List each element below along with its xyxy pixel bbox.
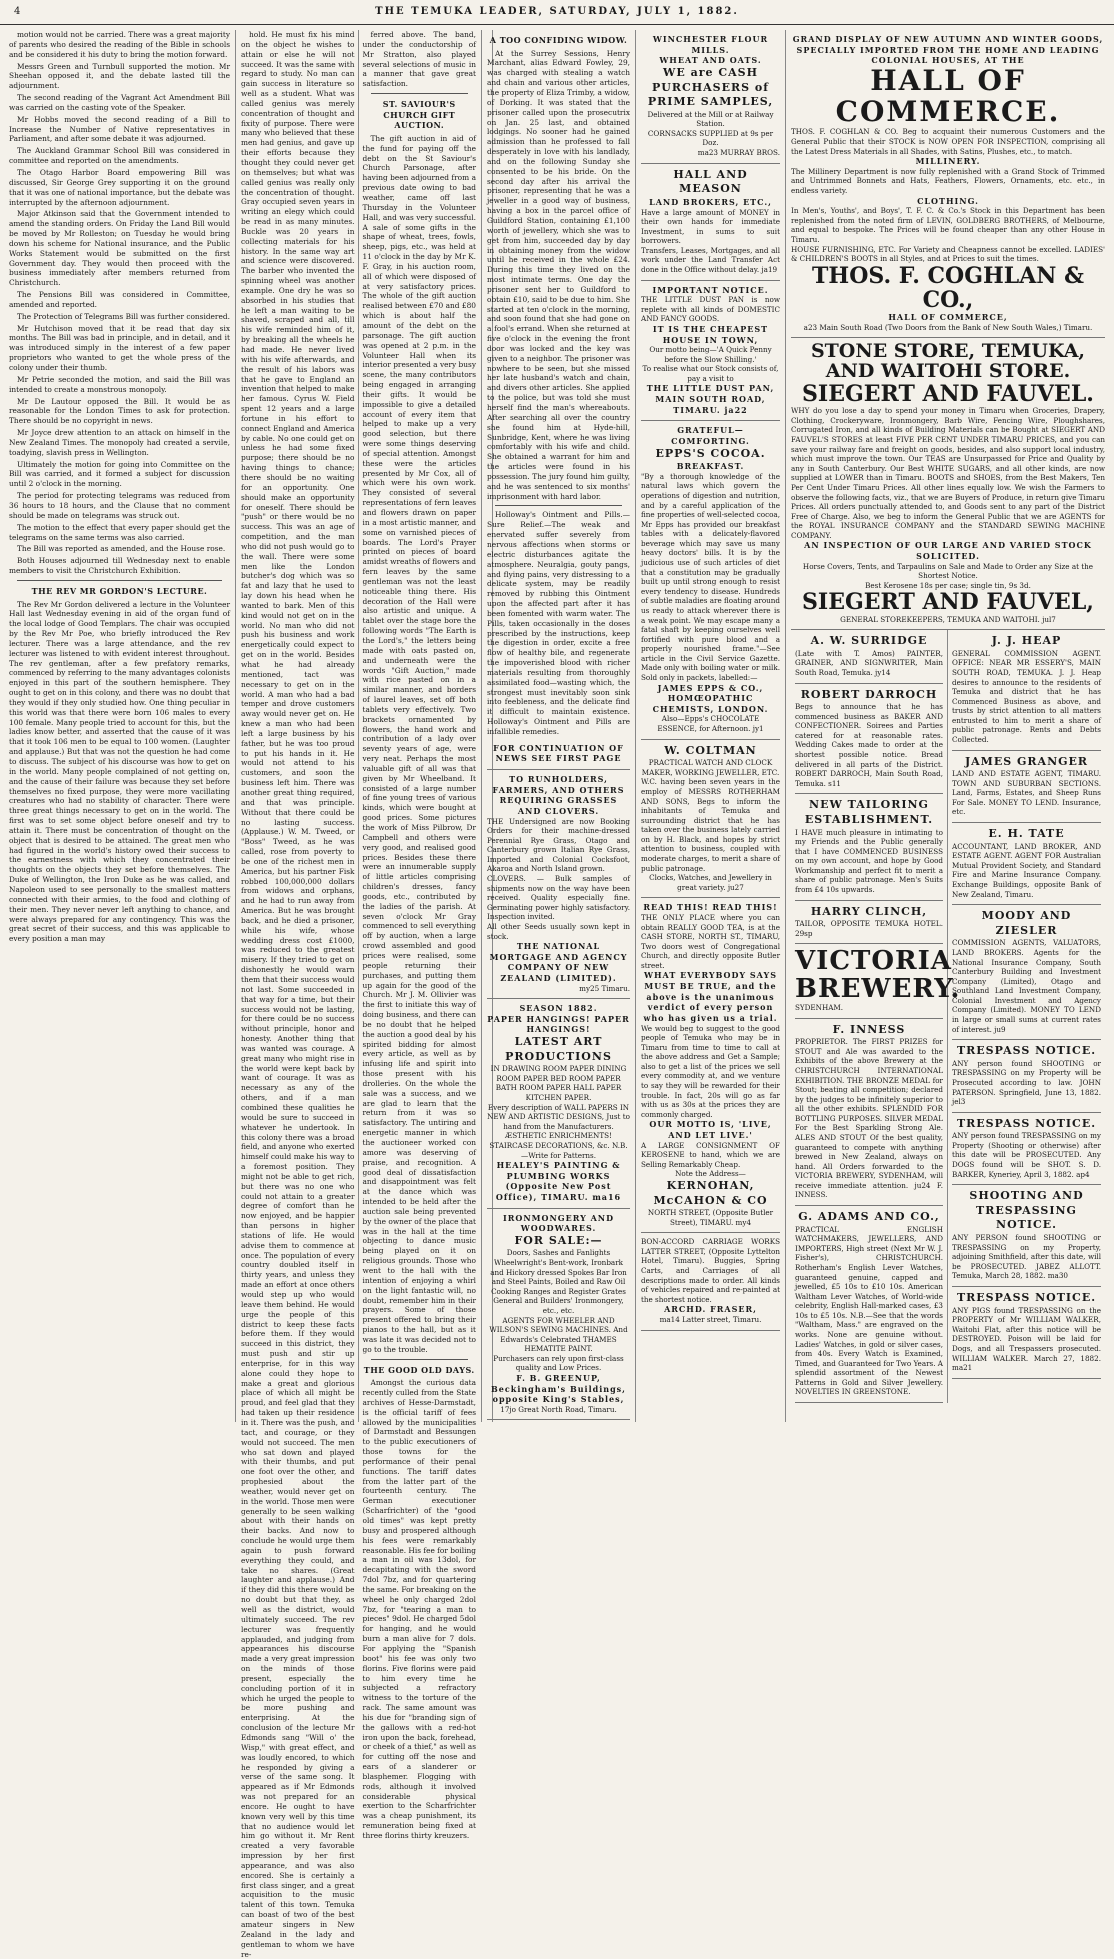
body: THE ONLY PLACE where you can obtain REALLY GOOD TEA, is at the CASH STORE, NORTH ST., TIMARU, Two doors west of Congregational Church, and directly opposite Butler street. <box>641 912 780 970</box>
small-ad <box>952 1185 1101 1287</box>
auction-heading: ST. SAVIOUR'S CHURCH GIFT AUCTION. <box>382 99 456 131</box>
millinery: MILLINERY. <box>915 156 981 167</box>
ad-title: JAMES GRANGER <box>964 754 1089 768</box>
important-notice: IMPORTANT NOTICE. <box>652 284 769 295</box>
signature: ma14 Latter street, Timaru. <box>659 1314 762 1324</box>
paragraph: At the Surrey Sessions, Henry Marchant, alias Edward Fowley, 29, was charged with stealing a watch and chain and various other articles, the property of Eliza Trimby, a widow, of Dorking. It was stated that the prisoner called upon the prosecutrix on Jan. 25 last, and obtained lodgings. No sooner had he gained admission than he professed to fall desperately in love with his landlady, and on the following Sunday she consented to be his bride. On the second day after his arrival the prisoner, representing that he was a jeweller in a good way of business, having a box in the parcel office of Guildford Station, containing £1,100 worth of jewellery, which she was to get from him, succeeded day by day in obtaining money from the widow until he received in the whole £24. During this time they lived on the most intimate terms. One day the prisoner sent her to Guildford to obtain £10, said to be due to him. She started at ten o'clock in the morning, and soon found that she had gone on a fool's errand. When she returned at five o'clock in the evening the front door was locked and the key was given to a neighbor. The prisoner was nowhere to be seen, but she missed her late husband's watch and chain, and divers other articles. She applied to the police, but was told she must herself find the man's whereabouts. After searching all over the country she found him at Hyde-hill, Sunbridge, Kent, where he was living comfortably with his wife and child. She obtained a warrant for him and the articles were found in his possession. The jury found him guilty, and he was sentenced to six months' imprisonment with hard labor. <box>487 48 630 501</box>
ad-title: TRESPASS NOTICE. <box>956 1290 1097 1304</box>
small-ad <box>795 1019 943 1206</box>
parliament-report <box>9 30 230 576</box>
ad-body: ANY person found TRESPASSING on my Property (Shooting or otherwise) after this date will be PROSECUTED. Any DOGS found will be SHOT. S. D. BARKER, Kyneriey, April 3, 1882. ap4 <box>952 1131 1101 1179</box>
ad-body: ACCOUNTANT, LAND BROKER, AND ESTATE AGENT. AGENT FOR Australian Mutual Provident Society, and Standard Fire and Marine Insurance Company. Exchange Buildings, opposite Bank of New Zealand, Timaru. <box>952 841 1101 899</box>
column-6 <box>786 30 1110 1422</box>
ad-body: COMMISSION AGENTS, VALUATORS, LAND BROKERS. Agents for the National Insurance Company, South Canterbury Building and Investment Company (Limited), Otago and Southland Land Investment Company, Colonial Investment and Agency Company (Limited). MONEY TO LEND in large or small sums at current rates of interest. ju9 <box>952 938 1101 1034</box>
siegert-title: SIEGERT AND FAUVEL. <box>802 381 1094 408</box>
paragraph: The Auckland Grammar School Bill was considered in committee and reported on the amendments. <box>9 146 230 166</box>
fraser: ARCHD. FRASER, <box>664 1304 757 1315</box>
ad-title: F. INNESS <box>832 1022 906 1036</box>
divider <box>495 505 622 506</box>
paragraph: motion would not be carried. There was a great majority of parents who desired the reading of the Bible in schools and be considered it his duty to bring the motion forward. <box>9 30 230 59</box>
note: Note the Address— <box>675 1169 746 1179</box>
paragraph: The Pensions Bill was considered in Committee, amended and reported. <box>9 290 230 309</box>
body: BON-ACCORD CARRIAGE WORKS LATTER STREET, (Opposite Lyttelton Hotel, Timaru). Buggies, Spring Carts, and Carriages of all descriptions made to order. All kinds of vehicles repaired and re-painted at the shortest notice. <box>641 1237 780 1304</box>
old-days-article <box>363 1378 477 1841</box>
ad-title: ROBERT DARROCH <box>800 687 938 701</box>
ad-body: TAILOR, OPPOSITE TEMUKA HOTEL. 29sp <box>795 919 943 938</box>
ad-title: TRESPASS NOTICE. <box>956 1116 1097 1130</box>
ad-title: VICTORIA BREWERY. <box>795 946 961 1004</box>
grand-display: GRAND DISPLAY OF NEW AUTUMN AND WINTER GOODS, SPECIALLY IMPORTED FROM THE HOME AND LEADING COLONIAL HOUSES, AT THE <box>792 34 1104 66</box>
small-ad <box>952 1287 1101 1379</box>
epps-cocoa-ad <box>641 421 780 739</box>
sub: GENERAL STOREKEEPERS, TEMUKA AND WAITOHI. jul7 <box>840 614 1056 624</box>
epps-title: EPPS'S COCOA. <box>655 446 766 460</box>
small-ads <box>791 630 1105 1403</box>
grasses-ad: TO RUNHOLDERS, FARMERS, AND OTHERS REQUIRING GRASSES AND CLOVERS. THE Undersigned are now Booking Orders for their machine-dressed Perennial Rye Grass, Otago and Canterbury grown Italian Rye Grass, Imported and Colonial Cocksfoot, Akaroa and North Island grown. CLOVERS. — Bulk samples of shipments now on the way have been received. Quality especially fine. Germinating power highly satisfactory. Inspection invited. All other Seeds usually sown kept in stock. THE NATIONAL MORTGAGE AND AGENCY COMPANY OF NEW ZEALAND (LIMITED). my25 Timaru. <box>487 770 630 999</box>
small-ads-right <box>948 630 1105 1403</box>
column-5 <box>636 30 786 1422</box>
mills-title: WINCHESTER FLOUR MILLS. <box>652 34 769 55</box>
small-ad <box>952 823 1101 905</box>
small-ad <box>795 901 943 945</box>
paragraph: The second reading of the Vagrant Act Amendment Bill was carried on the casting vote of the Speaker. <box>9 93 230 112</box>
coltman-ad <box>641 740 780 899</box>
paper-hangings-ad: SEASON 1882. PAPER HANGINGS! PAPER HANGINGS! LATEST ART PRODUCTIONS IN DRAWING ROOM PAPER DINING ROOM PAPER BED ROOM PAPER BATH ROOM PAPER HALL PAPER KITCHEN PAPER. Every description of WALL PAPERS IN NEW AND ARTISTIC DESIGNS, Just to hand from the Manufacturers. ÆSTHETIC ENRICHMENTS! STAIRCASE DECORATIONS, &c. N.B.—Write for Patterns. HEALEY'S PAINTING & PLUMBING WORKS (Opposite New Post Office), TIMARU. ma16 <box>487 999 630 1208</box>
paragraph: The Rev Mr Gordon delivered a lecture in the Volunteer Hall last Wednesday evening in aid of the organ fund of the local lodge of Good Templars. The chair was occupied by the Rev Mr Poe, who briefly introduced the Rev lecturer. There was a large attendance, and the rev lecturer was listened to with evident interest throughout. The rev gentleman, after a few prefatory remarks, commenced by referring to the many advantages colonists enjoyed in this part of the southern hemisphere. They ought to get on in this colony, and there was no doubt that they would if they only studied how. One thing peculiar in this world was that there were born 106 males to every 100 female. Many people tried to account for this, but the ladies know better, and asserted that the cause of it was that it took 106 men to be equal to 100 women. (Laughter and applause.) But that was not the question he had come to discuss. The subject of his discourse was how to get on in the world. Many people complained of not getting on, and the cause of their failure was because they set before themselves no fixed purpose, they were more vacillating creatures who had no stability of character. There were three great things necessary to get on in the world. The first was to set some object before oneself and try to attain it. There must be concentration of thought on the object that is desired to be attained. The great men who had figured in the world's history owed their success to the earnestness with which they concentrated their thoughts on the objects they set before themselves. The Duke of Wellington, the Iron Duke as he was called, and Napoleon used to see personally to the smallest matters connected with their armies, to the food and clothing of their men. They never never left anything to chance, and were always prepared for any contingency. This was the great secret of their success, and this was applicable to every position a man may <box>9 599 230 944</box>
old-days-heading: THE GOOD OLD DAYS. <box>363 1364 475 1375</box>
hall-meason-ad <box>641 164 780 281</box>
paragraph: Mr Joyce drew attention to an attack on himself in the New Zealand Times. The monopoly had created a servile, toadying, slavish press in Wellington. <box>9 428 230 457</box>
paragraph: Mr Hobbs moved the second reading of a Bill to Increase the Number of Native representatives in Parliament, and after some debate it was adjourned. <box>9 114 230 144</box>
continuation-notice: FOR CONTINUATION OF NEWS SEE FIRST PAGE <box>487 739 630 770</box>
small-ad <box>952 630 1101 750</box>
ad-body: ANY PIGS found TRESPASSING on the PROPERTY of Mr WILLIAM WALKER, Waitohi Flat, after this notice will be DESTROYED. Poison will be laid for Dogs, and all Trespassers prosecuted. WILLIAM WALKER. March 27, 1882. ma21 <box>952 1305 1101 1373</box>
inspection: AN INSPECTION OF OUR LARGE AND VARIED STOCK SOLICITED. <box>804 540 1092 562</box>
lecture-end <box>363 30 477 89</box>
small-ad <box>795 684 943 795</box>
end: Clocks, Watches, and Jewellery in great variety. ju27 <box>649 873 772 892</box>
auction-article <box>363 134 477 1355</box>
column-2b <box>359 30 477 1840</box>
delivered: Delivered at the Mill or at Railway Station. <box>647 109 774 129</box>
paragraph: The Bill was reported as amended, and the House rose. <box>17 544 226 554</box>
murray-bros: ma23 MURRAY BROS. <box>697 148 780 158</box>
ad-title: HARRY CLINCH, <box>810 904 928 918</box>
everybody: WHAT EVERYBODY SAYS MUST BE TRUE, and the above is the unanimous verdict of every person who has given us a trial. <box>643 970 778 1023</box>
wheat-title: WHEAT AND OATS. <box>659 55 762 66</box>
address: a23 Main South Road (Two Doors from the Bank of New South Wales,) Timaru. <box>803 322 1093 332</box>
divider <box>371 1359 469 1360</box>
paragraph: The motion to the effect that every paper should get the telegrams on the same terms was also carried. <box>9 522 230 542</box>
body: In Men's, Youths', and Boys', T. F. C. & Co.'s Stock in this Department has been replenished from the noted firm of LEVIN, GOLDBERG BROTHERS, of Melbourne, and equal to bespoke. The Prices will be found cheaper than any other House in Timaru. <box>791 206 1105 244</box>
paragraph: Messrs Green and Turnbull supported the motion. Mr Sheehan opposed it, and the debate lasted till the adjournment. <box>9 61 230 91</box>
breakfast: BREAKFAST. <box>676 461 745 472</box>
ad-title: G. ADAMS AND CO., <box>798 1210 940 1224</box>
ad-title: TRESPASS NOTICE. <box>956 1044 1097 1058</box>
kernohan: KERNOHAN, McCAHON & CO <box>653 1178 768 1207</box>
ad-body: ANY person found SHOOTING or TRESPASSING on my Property will be Prosecuted according to law. JOHN PATERSON. Springfield, June 13, 1882. jel3 <box>952 1058 1101 1107</box>
ad-title: J. J. HEAP <box>991 634 1062 648</box>
masthead: THE TEMUKA LEADER, SATURDAY, JULY 1, 1882. <box>375 6 739 17</box>
hall-title: HALL OF COMMERCE. <box>835 63 1061 128</box>
coghlan-title: THOS. F. COGHLAN & CO., <box>812 262 1084 313</box>
paragraph: hold. He must fix his mind on the object he wishes to attain or else he will not succeed. It was the same with regard to study. No man can gain success in literature so well as a student. What was called genius was merely concentration of thought and fixity of purpose. There were many who believed that these men had genius, and gave up their efforts because they thought they could never get on themselves; but what was called genius was really only the concentration of thought. Gray occupied seven years in writing an elegy which could be read in as many minutes. Buckle was 20 years in collecting materials for his history. In the same way art and science were discovered. The barber who invented the spinning wheel was another example. One dry he was so absorbed in his studies that he left a man waiting to be shaved, scraped and all, till his wife reminded him of it, by breaking all the wheels he had made. He never lived with his wife afterwards, and the result of his labors was that he gave to England an invention that helped to make her famous. Cyrus W. Field spent 12 years and a large fortune in his effort to connect England and America by cable. No one could get on unless he had some fixed purpose; there should be no having things to chance; there should be no waiting for an opportunity. One should make an opportunity for oneself. There should be "push" or there would be no success. This was an age of competition, and the man who did not push would go to the wall. There were some men like the London butcher's dog which was so fat and lazy that he used to lay down his head when he wanted to bark. Men of this kind would not get on in the world. No man who did not push his business and work energetically could expect to get on in the world. Besides what he had already mentioned, tact was necessary to get on in the world. A man who had a bad temper and drove customers away would never get on. He knew a man who had been left a large business by his father, but he was too proud to put his hands in it. He would not attend to his customers, and soon the business left him. There was another great thing required, and that was principle. Without that there could be no lasting success. (Applause.) W. M. Tweed, or "Boss" Tweed, as he was called, rose from poverty to be one of the richest men in America, but his partner Fisk robbed 100,000,000 dollars from widows and orphans, and he had to run away from America. But he was brought back, and he died a prisoner, while his wife, whose wedding dress cost £1000, was reduced to the greatest misery. If they tried to get on dishonestly he would warn them that their success would not last. Some succeeded in that way for a time, but their success would not be lasting, for there could be no success without principle, honor and honesty. Another thing that was wanted was courage. A great many who might rise in the world were kept back by want of courage. It was as necessary as any of the others, and if a man combined these qualities he would be sure to succeed in whatever he undertook. In this colony there was a broad field, and anyone who exerted himself could make his way to a foremost position. They might not be able to get rich, but there was no one who could not attain to a greater degree of comfort than he now enjoyed, and be happier than persons in higher stations of life. He would advise them to commence at once. The population of every country doubled itself in thirty years, and unless they made an effort at once others would step up who would leave them behind. He would urge the people of this district to keep these facts before them. If they would succeed in this district, they must push and stir up enterprise, for in this way alone could they hope to make a great and glorious place of which all might be proud, and feel glad that they had taken up their residence in it. There was the push, and tact, and courage, or they would not succeed. The men who sat down and played with their thumbs, and put one foot over the other, and prophesied about the weather, would never get on in the world. Those men were generally to be seen walking about with their hands on their backs. And now to conclude he would urge them again to push forward everything they could, and take no shares. (Great laughter and applause.) And if they did this there would be no doubt but that they, as well as the district, would ultimately succeed. The rev lecturer was frequently applauded, and judging from appearances his discourse made a very great impression on the minds of those present, especially the concluding portion of it in which he urged the people to be more pushing and enterprising. At the conclusion of the lecture Mr Edmonds sang "Will o' the Wisp," with great effect, and was loudly encored, to which he responded by giving a verse of the same song. It appeared as if Mr Edmonds was not prepared for an encore. He ought to have known very well by this time that no audience would let him go without it. Mr Rent created a very favorable impression by her first appearance, and was also encored. She is certainly a first class singer, and a great acquisition to the music talent of this town. Temuka can boast of two of the best amateur singers in New Zealand in the lady and gentleman to whom we have re- <box>241 30 355 1959</box>
ad-body: LAND AND ESTATE AGENT, TIMARU. TOWN AND SUBURBAN SECTIONS. Land, Farms, Estates, and Sheep Runs For Sale. MONEY TO LEND. Insurance, etc. <box>952 769 1101 817</box>
small-ad <box>952 751 1101 824</box>
bon-accord-ad <box>641 1233 780 1330</box>
paragraph: The period for protecting telegrams was reduced from 36 hours to 18 hours, and the Clause that no comment should be made on telegrams was struck out. <box>9 491 230 520</box>
ad-body: Begs to announce that he has commenced business as BAKER AND CONFECTIONER. Soirees and Parties catered for at reasonable rates. Wedding Cakes made to order at the shortest possible notice. Bread delivered in all parts of the District. ROBERT DARROCH, Main South Road, Temuka. s11 <box>795 702 943 788</box>
paragraph: Mr De Lautour opposed the Bill. It would be as reasonable for the London Times to ask for protection. There should be no copyright in news. <box>9 396 230 426</box>
holloway-ad: Holloway's Ointment and Pills.—Sure Relief.—The weak and enervated suffer severely from nervous affections when storms or electric disturbances agitate the atmosphere. Neuralgia, gouty pangs, and flying pains, very distressing to a delicate system, may be readily removed by rubbing this Ointment upon the affected part after it has been fomented with warm water. The Pills, taken occasionally in the doses prescribed by the instructions, keep the digestion in order, excite a free flow of healthy bile, and regenerate the impoverished blood with richer materials resulting from thoroughly assimilated food—wasting which, the strongest must inevitably soon sink into feebleness, and the delicate find it difficult to maintain existence. Holloway's Ointment and Pills are infallible remedies. <box>487 510 633 736</box>
body: W.C. having been seven years in the employ of MESSRS ROTHERHAM AND SONS, Begs to inform the inhabitants of Temuka and surrounding district that he has taken over the business lately carried on by H. Black, and hopes by strict attention to business, coupled with moderate charges, to merit a share of public patronage. <box>641 777 780 873</box>
body: Transfers, Leases, Mortgages, and all work under the Land Transfer Act done in the Office without delay. ja19 <box>641 245 780 274</box>
column-2a <box>241 30 359 1959</box>
body: THOS. F. COGHLAN & CO. Beg to acquaint their numerous Customers and the General Public that their STOCK is NOW OPEN FOR INSPECTION, comprising all the Latest Dress Materials in all Shades, with Satins, Plushes, etc., to match. <box>791 127 1105 156</box>
ad-body: (Late with T. Amos) PAINTER, GRAINER, AND SIGNWRITER, Main South Road, Temuka. jy14 <box>795 648 943 677</box>
address: NORTH STREET, (Opposite Butler Street), TIMARU. my4 <box>647 1208 774 1227</box>
small-ad <box>795 630 943 683</box>
body: Have a large amount of MONEY in their own hands for immediate Investment, in sums to suit borrowers. <box>641 207 780 246</box>
paragraph: The Otago Harbor Board empowering Bill was discussed, Sir George Grey supporting it on the ground that it was one of national importance, but the debate was interrupted by the afternoon adjournment. <box>9 167 230 207</box>
also: Also—Epps's CHOCOLATE ESSENCE, for Afternoon. jy1 <box>657 714 764 734</box>
lecture-heading: THE REV MR GORDON'S LECTURE. <box>31 585 208 596</box>
divider <box>17 580 222 581</box>
newspaper-page <box>4 30 1110 1959</box>
small-ad <box>952 1040 1101 1113</box>
small-ads-left <box>791 630 961 1403</box>
realise: To realise what our Stock consists of, pay a visit to <box>642 364 779 383</box>
lecture-article <box>9 600 230 945</box>
paragraph: Amongst the curious data recently culled from the State archives of Hesse-Darmstadt, is the official tariff of fees allowed by the municipalities of Darmstadt and Bessungen to the public executioners of those towns for the performance of their penal functions. The tariff dates from the latter part of the fourteenth century. The German executioner (Scharfrichter) of the "good old times" was kept pretty busy and prospered although his fees were remarkably reasonable. His fee for boiling a man in oil was 13dol, for decapitating with the sword 7dol 7bz, and for quartering the same. For breaking on the wheel he only charged 2dol 7bz, for "tearing a man to pieces" 9dol. He charged 5dol for hanging, and he would burn a man alive for 7 dols. For applying the "Spanish boot" his fee was only two florins. Five florins were paid to him every time he subjected a refractory witness to the torture of the rack. The same amount was his due for "branding sign of the gallows with a red-hot iron upon the back, forehead, or cheek of a thief," as well as for cutting off the nose and ears of a slanderer or blasphemer. Flogging with rods, although it involved considerable physical exertion to the Scharfrichter was a cheap punishment, its remuneration being fixed at three florins thirty kreuzers. <box>362 1378 477 1840</box>
kerosene: Best Kerosene 18s per case; single tin, 9s 3d. <box>865 580 1031 590</box>
paragraph: Mr Petrie seconded the motion, and said the Bill was intended to create a monstrous monopoly. <box>9 374 230 394</box>
ad-body: I HAVE much pleasure in intimating to my Friends and the Public generally that I have COMMENCED BUSINESS on my own account, and hope by Good Workmanship and perfect fit to merit a share of public patronage. Men's Suits from £4 10s upwards. <box>795 827 943 895</box>
body: HOUSE FURNISHING, ETC. For Variety and Cheapness cannot be excelled. LADIES' & CHILDREN'S BOOTS in all Styles, and at Prices to suit the times. <box>791 244 1105 264</box>
body: "By a thorough knowledge of the natural laws which govern the operations of digestion and nutrition, and by a careful application of the fine properties of well-selected cocoa, Mr Epps has provided our breakfast tables with a delicately-flavored beverage which may save us many heavy doctors' bills. It is by the judicious use of such articles of diet that a constitution may be gradually built up until strong enough to resist every tendency to disease. Hundreds of subtle maladies are floating around us ready to attack wherever there is a weak point. We may escape many a fatal shaft by keeping ourselves well fortified with pure blood and a properly nourished frame."—See article in the Civil Service Gazette. Made only with boiling water or milk. Sold only in packets, labelled:— <box>641 471 781 682</box>
siegert-title-2: SIEGERT AND FAUVEL, <box>802 589 1094 616</box>
stone-title: STONE STORE, TEMUKA, AND WAITOHI STORE. <box>810 340 1086 383</box>
cornsacks: CORNSACKS SUPPLIED at 9s per Doz. <box>647 128 774 148</box>
paragraph: Ultimately the motion for going into Committee on the Bill was carried, and it formed a subject for discussion until 2 o'clock in the morning. <box>9 459 230 489</box>
hall-of-commerce-ad <box>791 30 1105 338</box>
small-ad <box>795 944 961 1018</box>
ironmongery-ad: IRONMONGERY AND WOODWARES. FOR SALE:— Doors, Sashes and Fanlights Wheelwright's Bent-work, Ironbark and Hickory dressed Spokes Bar Iron and Steel Paints, Boiled and Raw Oil Cooking Ranges and Register Grates General and Builders' Ironmongery, etc., etc. AGENTS FOR WHEELER AND WILSON'S SEWING MACHINES. And Edwards's Celebrated THAMES HEMATITE PAINT. Purchasers can rely upon first-class quality and Low Prices. F. B. GREENUP, Beckingham's Buildings, opposite King's Stables, 17jo Great North Road, Timaru. <box>487 1209 630 1421</box>
kerosene: A LARGE CONSIGNMENT OF KEROSENE to hand, which we are Selling Remarkably Cheap. <box>641 1140 780 1169</box>
page-header <box>0 0 1114 25</box>
sub: HALL OF COMMERCE, <box>888 312 1008 323</box>
body: WHY do you lose a day to spend your money in Timaru when Groceries, Drapery, Clothing, Crockeryware, Ironmongery, Barb Wire, Fencing Wire, Ploughshares, Corrugated Iron, and all kinds of Building Materials can be Bought at SIEGERT AND FAUVEL'S STORES at least FIVE PER CENT UNDER TIMARU PRICES, and you can save your railway fare and freight on goods, besides, and also support local industry, which must improve the town. Our TEAS are Unsurpassed for Price and Quality by any in South Canterbury. Our Best WHITE SUGARS, and all other kinds, are now supplied at LOWER than in Timaru. BOOTS and SHOES, from the Best Makers, Ten Per Cent Under Timaru Prices. All other lines equally low. We wish the Farmers to observe the following facts, viz., that we are Buyers of Produce, in return give Timaru Prices. All orders punctually attended to, and Goods sent to any part of the District Free of Charge. Also, we beg to inform the General Public that we are AGENTS for the ROYAL INSURANCE COMPANY and the STANDARD SEWING MACHINE COMPANY. <box>791 406 1105 540</box>
small-ad <box>952 905 1101 1040</box>
widow-article <box>487 49 630 502</box>
read-this: READ THIS! READ THIS! <box>643 902 778 913</box>
ad-title: MOODY AND ZIESLER <box>981 909 1072 937</box>
ad-title: NEW TAILORING ESTABLISHMENT. <box>804 798 934 826</box>
cheapest: IT IS THE CHEAPEST HOUSE IN TOWN, <box>652 323 769 345</box>
cash-purchasers: WE are CASH PURCHASERS of PRIME SAMPLES, <box>647 65 774 109</box>
ad-title: SHOOTING AND TRESPASSING NOTICE. <box>969 1189 1084 1232</box>
column-2-wrap <box>241 30 477 1959</box>
paragraph: The Protection of Telegrams Bill was further considered. <box>17 311 230 321</box>
body: THE LITTLE DUST PAN is now replete with all kinds of DOMESTIC AND FANCY GOODS. <box>641 295 780 324</box>
clothing: CLOTHING. <box>917 195 979 206</box>
paragraph: Major Atkinson said that the Government intended to amend the standing orders. On Friday the Land Bill would be moved by Mr Rolleston; on Tuesday he would bring down his scheme for National insurance, and the Public Works Statement would be submitted on the first Government day. They would then proceed with the business immediately after members returned from Christchurch. <box>9 209 230 288</box>
hall-meason: HALL AND MEASON <box>673 167 748 196</box>
widow-heading: A TOO CONFIDING WIDOW. <box>489 35 628 45</box>
column-1 <box>4 30 236 1422</box>
paragraph: ferred above. The band, under the conductorship of Mr Stratton, also played several selections of music in a manner that gave great satisfaction. <box>362 30 476 89</box>
grateful: GRATEFUL—COMFORTING. <box>671 425 750 446</box>
page-number: 4 <box>14 6 23 17</box>
horse-covers: Horse Covers, Tents, and Tarpaulins on Sale and Made to Order any Size at the Shortest Notice. <box>802 561 1094 581</box>
ad-body: GENERAL COMMISSION AGENT. OFFICE: NEAR MR ESSERY'S, MAIN SOUTH ROAD, TEMUKA. J. J. Heap desires to announce to the residents of Temuka and district that he has Commenced Business as above, and trusts by strict attention to all matters entrusted to him to merit a share of public patronage. Rents and Debts Collected. <box>952 648 1101 744</box>
column-2 <box>236 30 482 1959</box>
flour-mills-ad <box>641 30 780 164</box>
dust-pan-ad <box>641 281 780 422</box>
ad-title: A. W. SURRIDGE <box>810 634 928 648</box>
sub: PRACTICAL WATCH AND CLOCK MAKER, WORKING JEWELLER, ETC. <box>641 758 780 777</box>
body: The Millinery Department is now fully replenished with a Grand Stock of Trimmed and Untrimmed Bonnets and Hats, Feathers, Flowers, Ornaments, etc. etc., in endless variety. <box>791 166 1105 195</box>
signature: JAMES EPPS & CO., HOMŒOPATHIC CHEMISTS, LONDON. <box>652 682 769 714</box>
paragraph: Both Houses adjourned till Wednesday next to enable members to visit the Christchurch Exhibition. <box>9 556 230 576</box>
signature: THE LITTLE DUST PAN, MAIN SOUTH ROAD, TIMARU. ja22 <box>646 383 775 415</box>
siegert-fauvel-ad <box>791 338 1105 630</box>
paragraph: The gift auction in aid of the fund for paying off the debt on the St Saviour's Church Parsonage, after having been adjourned from a previous date owing to bad weather, came off last Thursday in the Volunteer Hall, and was very successful. A sale of some gifts in the shape of wheat, trees, fowls, sheep, pigs, etc., was held at 11 o'clock in the day by Mr K. F. Gray, in his auction room, all of which were disposed of at very satisfactory prices. The whole of the gift auction realised between £70 and £80 which is about half the amount of the debt on the parsonage. The gift auction was opened at 2 p.m. in the Volunteer Hall when its interior presented a very busy scene, the many contributors being engaged in arranging their gifts. It would be impossible to give a detailed account of every item that helped to make up a very good selection, but there were some things deserving of special attention. Amongst these were the articles presented by Mr Cox, all of which were his own work. They consisted of several representations of fern leaves and flowers drawn on paper in a most artistic manner, and some on varnished pieces of boards. The Lord's Prayer printed on pieces of board amidst wreaths of flowers and fern leaves by the same gentleman was not the least noticeable thing there. His decoration of the Hall were also artistic and unique. A tablet over the stage bore the following words "The Earth is the Lord's," the letters being made with oats pasted on, and underneath were the words "Gift Auction," made with rice pasted on in a similar manner, and borders of laurel leaves, set off both tablets very effectively. Two brackets ornamented by flowers, the hand work and contribution of a lady over seventy years of age, were very neat. Perhaps the most valuable gift of all was that given by Mr Wheelband. It consisted of a large number of fine young trees of various kinds, which were bought at good prices. Some pictures the work of Miss Pilbrow, Dr Campbell and others were very good, and realised good prices. Besides these there were an innumerable supply of little articles comprising children's dresses, fancy goods, etc., contributed by the ladies of the parish. At seven o'clock Mr Gray commenced to sell everything off by auction, when a large crowd assembled and good prices were realised, some people returning their purchases, and putting them up again for the good of the Church. Mr J. M. Ollivier was the first to initiate this way of doing business, and there can be no doubt that he helped the auction a good deal by his spirited bidding for almost every article, as well as by infusing life and spirit into those present with his drolleries. On the whole the sale was a success, and we are glad to learn that the return from it was so satisfactory. The untiring and energetic manner in which the auctioneer worked con amore was deserving of praise, and recognition. A good deal of dissatisfaction and disappointment was felt at the dance which was intended to be held after the auction sale being prevented by the owner of the place that was in the hall at the time objecting to dance music being played on it on religious grounds. Those who went to the hall with the intention of enjoying a whirl on the light fantastic will, no doubt, remember him in their prayers. Some of those present offered to bring their pianos to the hall, but as it was late it was decided not to go to the trouble. <box>362 133 477 1354</box>
ad-body: SYDENHAM. <box>795 1003 844 1012</box>
motto: Our motto being—'A Quick Penny before the Slow Shilling.' <box>649 345 772 364</box>
body: We would beg to suggest to the good people of Temuka who may be in Timaru from time to time to call at the above address and Get a Sample; also to get a list of the prices we sell every commodity at, and we venture to say they will be rewarded for their trouble. In fact, 20s will go as far with us as 30s at the prices they are commonly charged. <box>641 1023 780 1119</box>
small-ad <box>795 1206 943 1403</box>
ad-body: ANY PERSON found SHOOTING or TRESPASSING on my Property, adjoining Smithfield, after this date, will be PROSECUTED. JABEZ ALLOTT. Temuka, March 28, 1882. ma30 <box>952 1233 1101 1281</box>
ad-title: E. H. TATE <box>988 827 1065 841</box>
divider <box>371 93 469 94</box>
cash-store-ad <box>641 898 780 1233</box>
coltman-title: W. COLTMAN <box>664 743 757 757</box>
motto: OUR MOTTO IS, 'LIVE, AND LET LIVE.' <box>649 1119 772 1140</box>
small-ad <box>795 794 943 900</box>
land-brokers: LAND BROKERS, ETC., <box>649 196 772 207</box>
column-4 <box>482 30 636 1422</box>
small-ad <box>952 1113 1101 1186</box>
ad-body: PRACTICAL ENGLISH WATCHMAKERS, JEWELLERS, AND IMPORTERS, High street (Next Mr W. J. Fisher's), CHRISTCHURCH. Rotherham's English Lever Watches, guaranteed genuine, capped and jewelled, £5 10s to £10 10s. American Waltham Lever Watches, of World-wide celebrity, English Hall-marked cases, £3 10s to £5 10s. N.B.—See that the words "Waltham, Mass." are engraved on the works. None are genuine without. Ladies' Watches, in gold or silver cases, from 40s. Every Watch is Examined, Timed, and Guaranteed for Two Years. A splendid assortment of the Newest Patterns in Gold and Silver Jewellery. NOVELTIES IN GREENSTONE. <box>795 1224 943 1397</box>
paragraph: Mr Hutchison moved that it be read that day six months. The Bill was bad in principle, and in detail, and it was introduced simply in the interest of a few paper proprietors who wanted to get the whole press of the colony under their thumb. <box>9 323 230 372</box>
ad-body: PROPRIETOR. The FIRST PRIZES for STOUT and Ale was awarded to the Exhibits of the above Brewery at the CHRISTCHURCH INTERNATIONAL EXHIBITION. THE BRONZE MEDAL for Stout; beating all competition; declared by the judges to be infinitely superior to all the other exhibits. SPLENDID FOR BOTTLING PURPOSES. SILVER MEDAL For the Best Sparkling Strong Ale. ALES AND STOUT Of the best quality, guaranteed to compete with anything brewed in New Zealand, always on hand. All Orders forwarded to the VICTORIA BREWERY, SYDENHAM, will receive immediate attention. ju24 F. INNESS. <box>795 1037 943 1200</box>
